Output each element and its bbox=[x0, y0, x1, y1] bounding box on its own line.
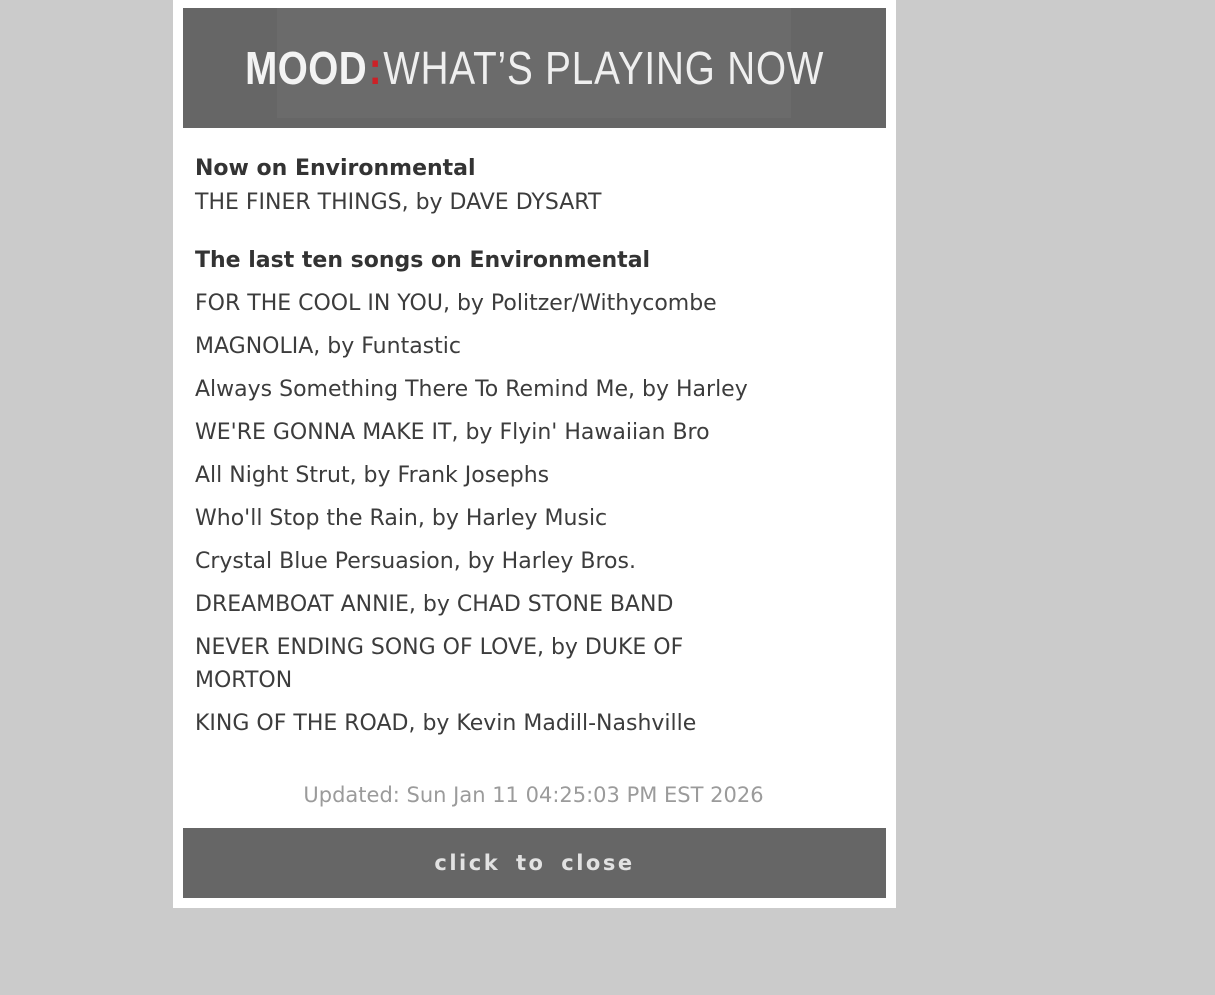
logo-colon: : bbox=[368, 42, 382, 94]
song-history-item: NEVER ENDING SONG OF LOVE, by DUKE OF MORTON bbox=[195, 635, 684, 693]
song-history-item: DREAMBOAT ANNIE, by CHAD STONE BAND bbox=[195, 592, 674, 617]
song-history-item: All Night Strut, by Frank Josephs bbox=[195, 463, 550, 488]
mood-logo bbox=[244, 42, 825, 94]
updated-timestamp: Updated: Sun Jan 11 04:25:03 PM EST 2026 bbox=[303, 783, 764, 807]
song-history-item: Who'll Stop the Rain, by Harley Music bbox=[195, 506, 608, 531]
logo-tagline: WHAT’S PLAYING NOW bbox=[383, 42, 825, 94]
history-heading: The last ten songs on Environmental bbox=[195, 248, 651, 273]
logo-mood-text: MOOD bbox=[244, 42, 367, 94]
close-button-label: click to close bbox=[434, 851, 635, 875]
song-history-item: Crystal Blue Persuasion, by Harley Bros. bbox=[195, 549, 636, 574]
current-song: THE FINER THINGS, by DAVE DYSART bbox=[195, 190, 602, 215]
song-history-item: KING OF THE ROAD, by Kevin Madill-Nashville bbox=[195, 711, 697, 736]
now-playing-popup bbox=[173, 0, 896, 908]
now-playing-heading: Now on Environmental bbox=[195, 156, 476, 181]
song-history-item: MAGNOLIA, by Funtastic bbox=[195, 334, 461, 359]
song-history-list bbox=[195, 287, 855, 740]
popup-content bbox=[195, 128, 872, 808]
song-history-item: WE'RE GONNA MAKE IT, by Flyin' Hawaiian Bro bbox=[195, 420, 710, 445]
song-history-item: Always Something There To Remind Me, by Harley bbox=[195, 377, 748, 402]
close-button[interactable] bbox=[183, 828, 886, 898]
popup-header bbox=[183, 8, 886, 128]
song-history-item: FOR THE COOL IN YOU, by Politzer/Withycombe bbox=[195, 291, 717, 316]
